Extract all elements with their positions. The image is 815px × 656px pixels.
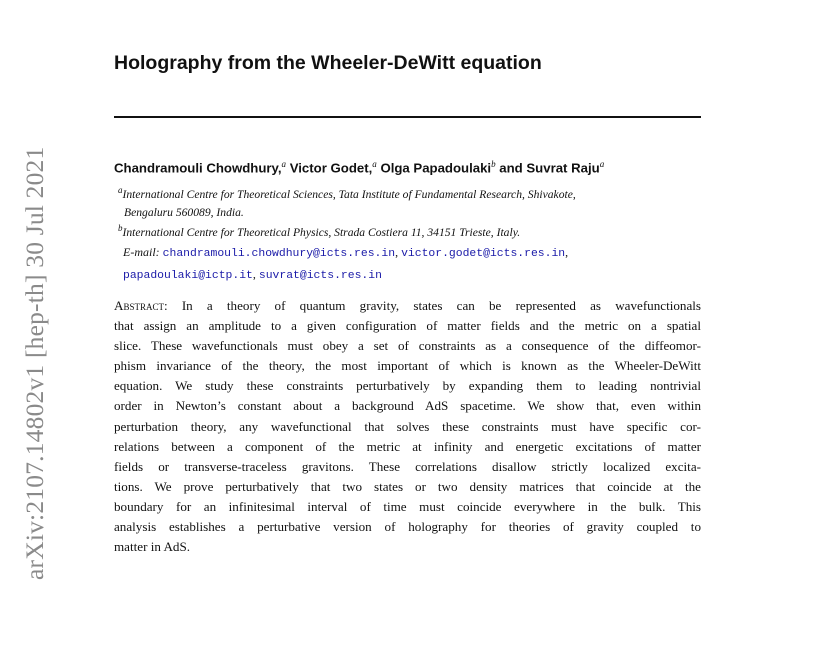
- affiliation-text: International Centre for Theoretical Physics, Strada Costiera 11, 34151 Trieste, Italy.: [122, 225, 521, 239]
- affiliation-mark: a: [599, 159, 605, 169]
- author-name: Victor Godet,: [289, 160, 373, 176]
- author-name: and Suvrat Raju: [499, 160, 600, 176]
- email-link[interactable]: suvrat@icts.res.in: [258, 270, 382, 282]
- author-name: Olga Papadoulaki: [380, 160, 492, 176]
- abstract-line: phism invariance of the theory, the most important of which is known as the Wheeler-DeWitt: [114, 358, 701, 374]
- arxiv-identifier: arXiv:2107.14802v1 [hep-th] 30 Jul 2021: [20, 146, 49, 580]
- affiliation-text: International Centre for Theoretical Sciences, Tata Institute of Fundamental Research, Shivakote,: [122, 187, 576, 201]
- abstract-line: boundary for an infinitesimal interval of time must coincide everywhere in the bulk. This: [114, 498, 701, 514]
- abstract-line: equation. We study these constraints perturbatively by expanding them to leading nontrivial: [114, 378, 701, 394]
- email-link[interactable]: victor.godet@icts.res.in: [401, 248, 566, 260]
- abstract-line: matter in AdS.: [114, 539, 191, 555]
- author-list: [114, 159, 604, 175]
- abstract-line: tions. We prove perturbatively that two states or two density matrices that coincide at the: [114, 478, 701, 494]
- email-label: E-mail:: [123, 245, 160, 259]
- abstract-line: Abstract: In a theory of quantum gravity, states can be represented as wavefunctionals: [114, 298, 702, 313]
- abstract: [114, 296, 701, 557]
- abstract-line: that assign an amplitude to a given configuration of matter fields and the metric on a spatial: [114, 318, 701, 334]
- email-link[interactable]: chandramouli.chowdhury@icts.res.in: [162, 248, 396, 260]
- affiliation-mark: b: [491, 159, 496, 169]
- affiliation-text: Bengaluru 560089, India.: [124, 205, 244, 219]
- paper-title: Holography from the Wheeler-DeWitt equation: [114, 52, 542, 74]
- abstract-line: perturbation theory, any wavefunctional that solves these constraints must have specific cor-: [114, 418, 701, 434]
- email-link[interactable]: papadoulaki@ictp.it: [123, 270, 253, 282]
- affiliation-mark: a: [281, 159, 287, 169]
- affiliation-mark: b: [118, 223, 123, 233]
- author-name: Chandramouli Chowdhury,: [114, 160, 282, 176]
- abstract-line: fields or transverse-traceless gravitons. These correlations disallow strictly localized excita-: [114, 458, 701, 474]
- affiliation-a: [118, 181, 701, 222]
- title-rule: [114, 116, 701, 118]
- affiliation-mark: a: [372, 159, 377, 169]
- abstract-line: slice. These wavefunctionals must obey a set of constraints as a consequence of the diffeomor-: [114, 338, 701, 354]
- affiliation-mark: a: [118, 185, 123, 195]
- abstract-label: Abstract:: [114, 298, 168, 313]
- abstract-line: relations between a component of the metric at infinity and energetic excitations of matter: [114, 438, 701, 454]
- email-block: E-mail: chandramouli.chowdhury@icts.res.in, victor.godet@icts.res.in, papadoulaki@ictp.it, suvrat@icts.res.in: [123, 245, 569, 282]
- abstract-line: order in Newton’s constant about a background AdS spacetime. We show that, even within: [114, 398, 701, 414]
- abstract-line: analysis establishes a perturbative version of holography for theories of gravity coupled to: [114, 519, 701, 535]
- affiliation-b: [118, 219, 701, 242]
